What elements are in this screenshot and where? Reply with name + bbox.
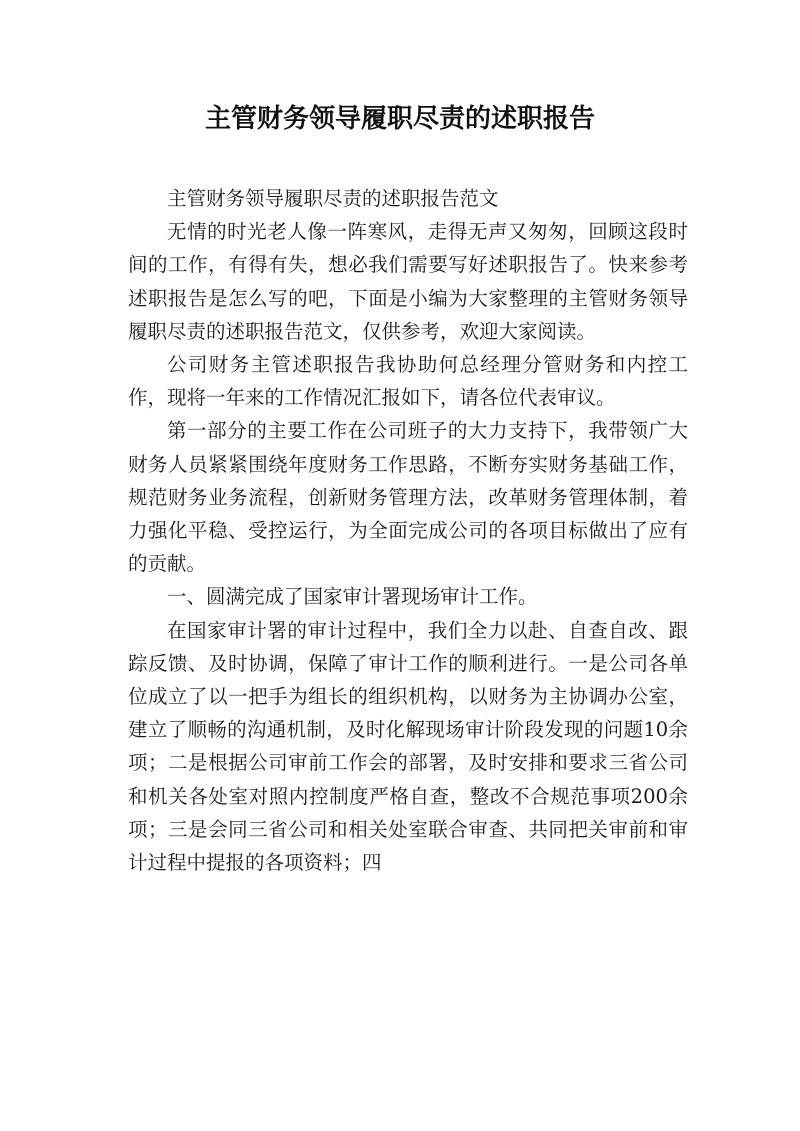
- paragraph-subtitle: 主管财务领导履职尽责的述职报告范文: [167, 187, 499, 210]
- paragraph-part-one: 第一部分的主要工作在公司班子的大力支持下，我带领广大财务人员紧紧围绕年度财务工作思路，不断夯实财务基础工作，规范财务业务流程，创新财务管理方法，改革财务管理体制，着力强化平稳、受控运行，为全面完成公司的各项目标做出了应有的贡献。: [128, 419, 688, 576]
- section-heading-audit: 一、圆满完成了国家审计署现场审计工作。: [167, 585, 538, 609]
- paragraph-overview: 公司财务主管述职报告我协助何总经理分管财务和内控工作，现将一年来的工作情况汇报如下，请各位代表审议。: [128, 353, 688, 410]
- document-body: [128, 182, 688, 879]
- paragraph-intro: 无情的时光老人像一阵寒风，走得无声又匆匆，回顾这段时间的工作，有得有失，想必我们需要写好述职报告了。快来参考述职报告是怎么写的吧，下面是小编为大家整理的主管财务领导履职尽责的述职报告范文，仅供参考，欢迎大家阅读。: [128, 220, 688, 343]
- paragraph-audit-details: 在国家审计署的审计过程中，我们全力以赴、自查自改、跟踪反馈、及时协调，保障了审计工作的顺利进行。一是公司各单位成立了以一把手为组长的组织机构，以财务为主协调办公室，建立了顺畅的沟通机制，及时化解现场审计阶段发现的问题10余项；二是根据公司审前工作会的部署，及时安排和要求三省公司和机关各处室对照内控制度严格自查，整改不合规范事项200余项；三是会同三省公司和相关处室联合审查、共同把关审前和审计过程中提报的各项资料；四: [128, 618, 688, 875]
- document-title: 主管财务领导履职尽责的述职报告: [204, 104, 595, 134]
